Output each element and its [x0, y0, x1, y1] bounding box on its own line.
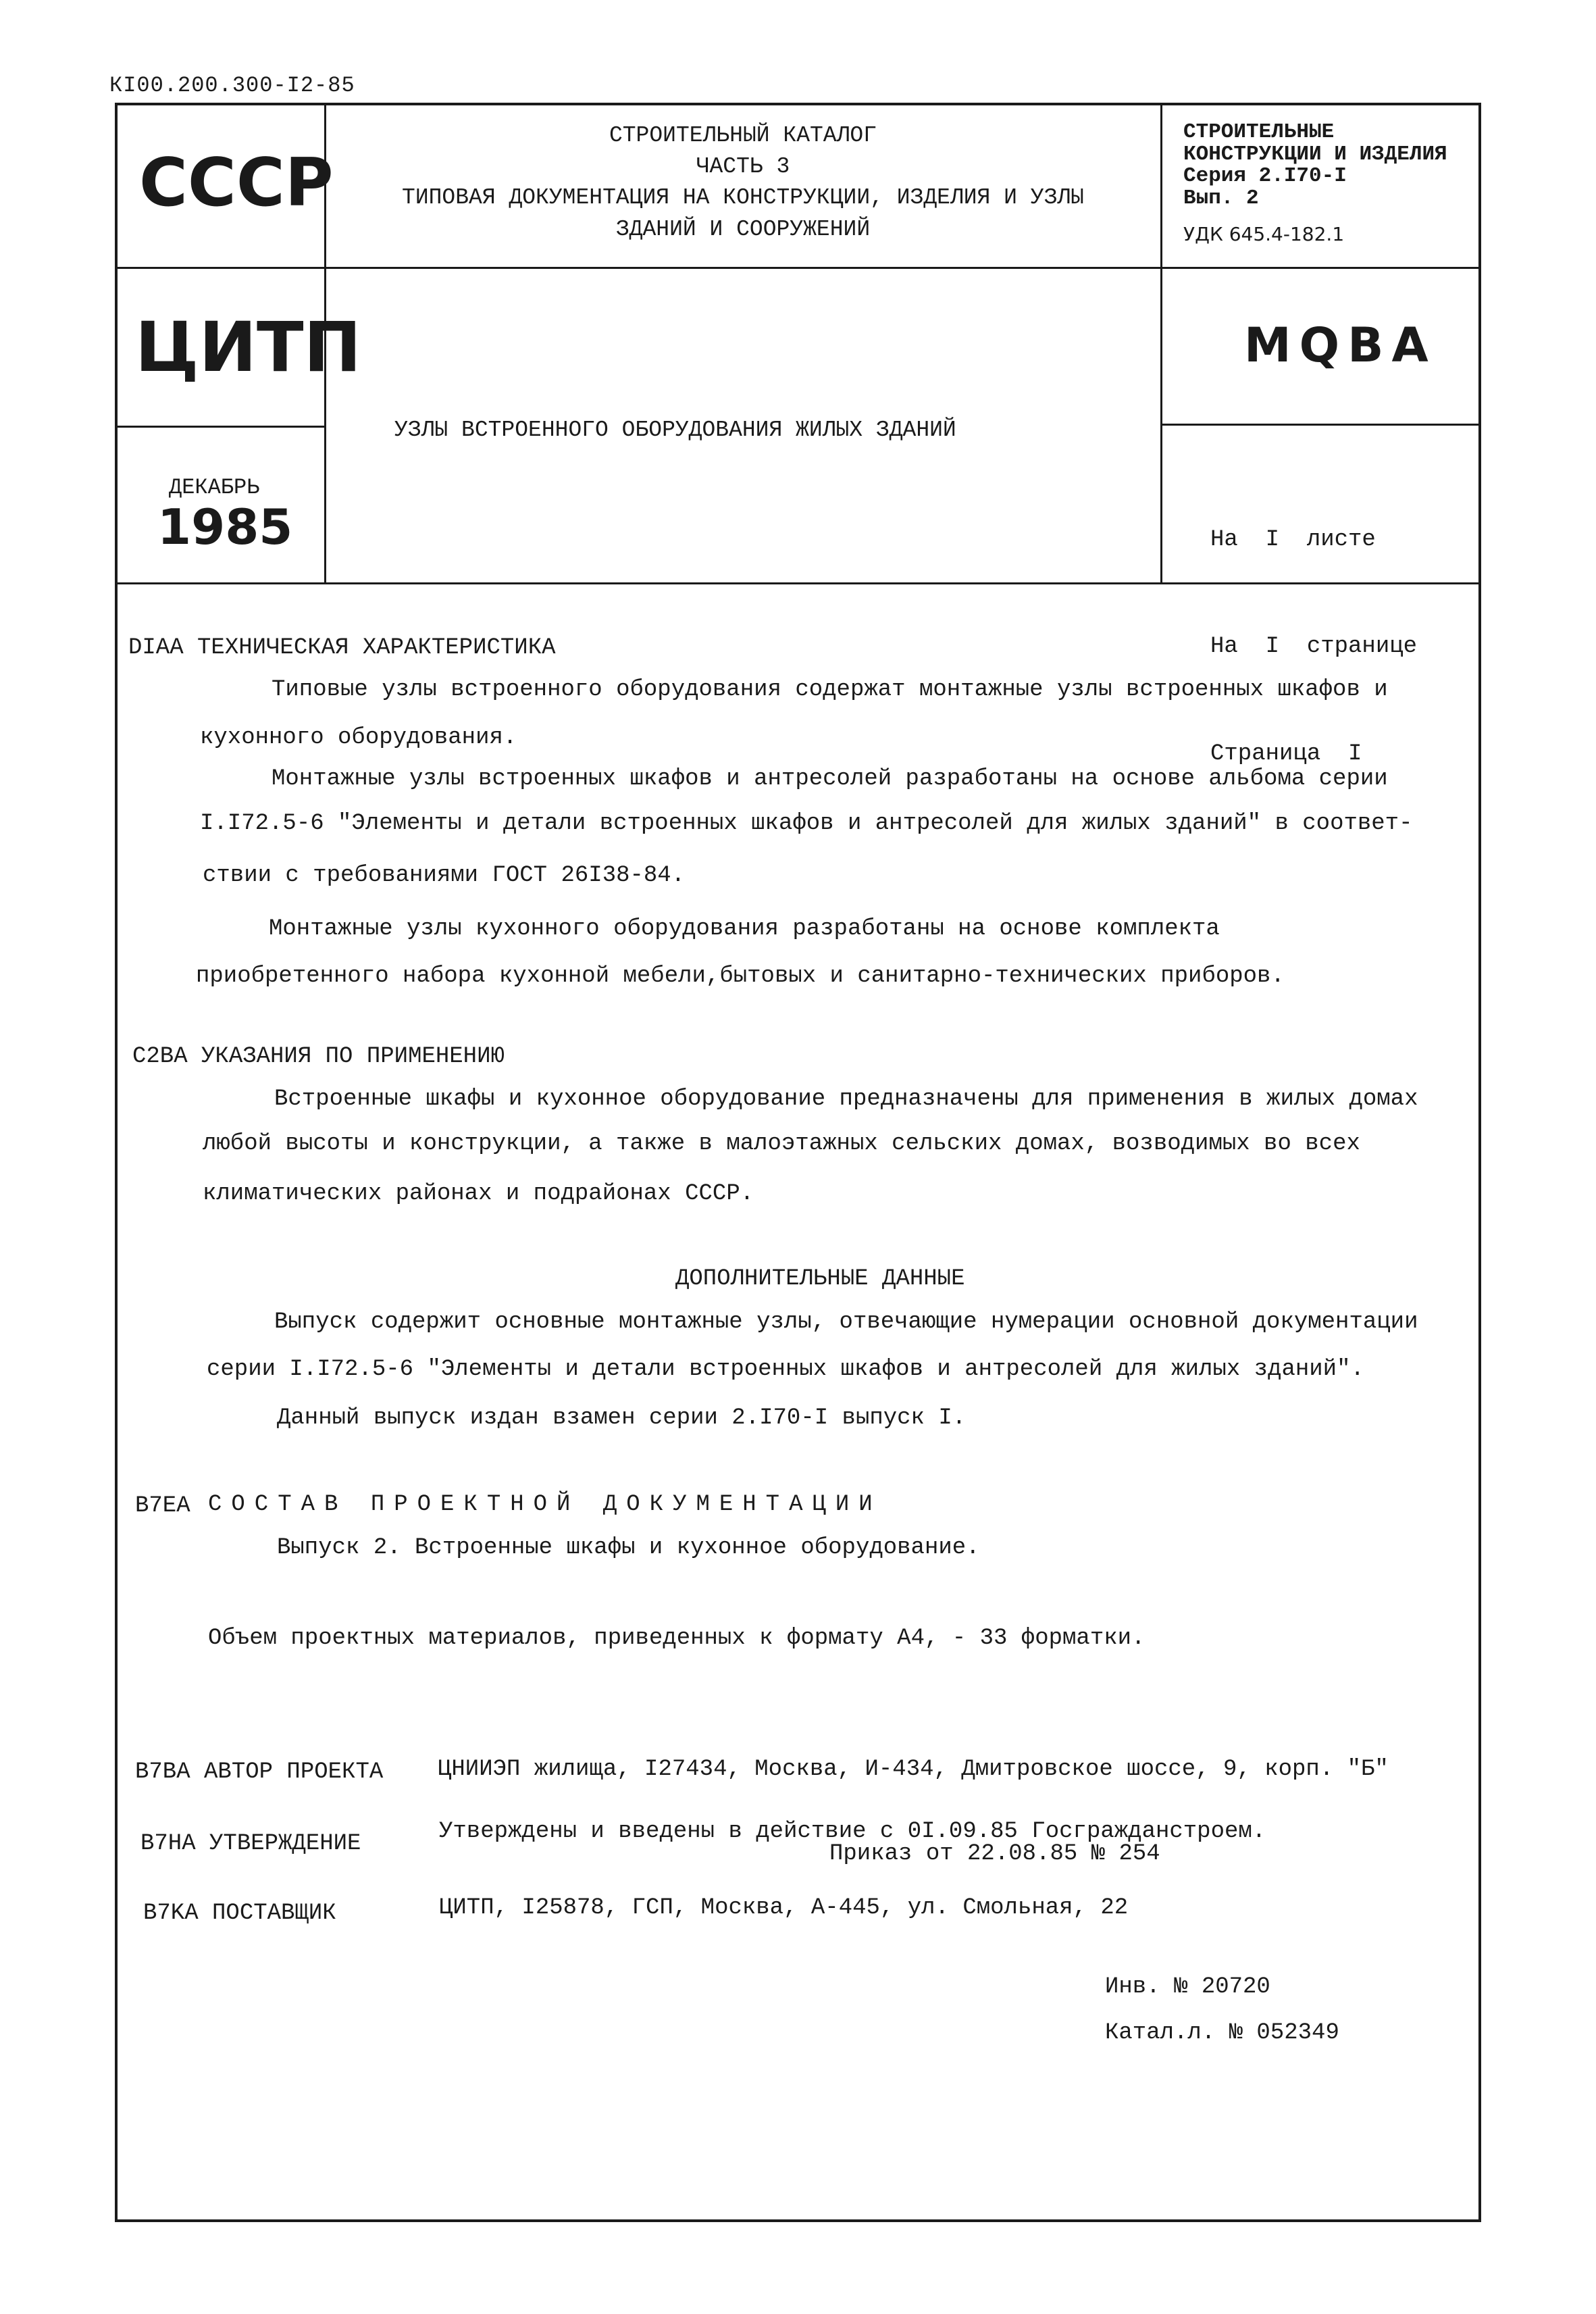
series-line: КОНСТРУКЦИИ И ИЗДЕЛИЯ	[1183, 142, 1447, 166]
usage-heading: C2BA УКАЗАНИЯ ПО ПРИМЕНЕНИЮ	[132, 1044, 505, 1070]
inventory-number: Инв. № 20720	[1105, 1974, 1270, 2000]
sheet-line: На I листе	[1210, 527, 1376, 553]
tech-line: приобретенного набора кухонной мебели,бытовых и санитарно-технических приборов.	[196, 963, 1285, 989]
supplier-value: ЦИТП, I25878, ГСП, Москва, А-445, ул. Смольная, 22	[439, 1895, 1129, 1921]
composition-heading: СОСТАВ ПРОЕКТНОЙ ДОКУМЕНТАЦИИ	[208, 1492, 882, 1517]
tech-line: I.I72.5-6 "Элементы и детали встроенных шкафов и антресолей для жилых зданий" в соответ-	[200, 811, 1413, 836]
tech-line: кухонного оборудования.	[200, 725, 517, 751]
volume-line: Объем проектных материалов, приведенных к формату А4, - 33 форматки.	[208, 1626, 1145, 1651]
supplier-label: B7KA ПОСТАВЩИК	[143, 1901, 336, 1926]
catalog-code: MQBA	[1244, 318, 1437, 373]
approval-order: Приказ от 22.08.85 № 254	[829, 1841, 1160, 1867]
extra-line: Данный выпуск издан взамен серии 2.I70-I выпуск I.	[277, 1405, 967, 1431]
left-cell-divider	[115, 426, 324, 428]
sheet-line: На I странице	[1210, 634, 1418, 660]
catalog-header	[326, 120, 1160, 245]
country-label: СССР	[139, 145, 334, 222]
series-line: СТРОИТЕЛЬНЫЕ	[1183, 120, 1335, 144]
org-label: ЦИТП	[135, 307, 361, 388]
author-label: B7BA АВТОР ПРОЕКТА	[135, 1759, 384, 1785]
extra-heading: ДОПОЛНИТЕЛЬНЫЕ ДАННЫЕ	[675, 1266, 965, 1292]
series-line: Серия 2.I70-I	[1183, 164, 1347, 188]
catalog-line: ТИПОВАЯ ДОКУМЕНТАЦИЯ НА КОНСТРУКЦИИ, ИЗДЕЛИЯ И УЗЛЫ	[402, 185, 1084, 211]
catalog-line: ЗДАНИЙ И СООРУЖЕНИЙ	[615, 216, 871, 242]
usage-line: любой высоты и конструкции, а также в малоэтажных сельских домах, возводимых во всех	[203, 1131, 1360, 1157]
usage-line: климатических районах и подрайонах СССР.	[203, 1181, 754, 1207]
tech-line: Монтажные узлы кухонного оборудования разработаны на основе комплекта	[269, 916, 1220, 942]
extra-line: Выпуск содержит основные монтажные узлы, отвечающие нумерации основной документации	[274, 1309, 1418, 1335]
catalog-line: СТРОИТЕЛЬНЫЙ КАТАЛОГ	[609, 123, 877, 148]
approval-label: B7HA УТВЕРЖДЕНИЕ	[140, 1831, 361, 1857]
author-value: ЦНИИЭП жилища, I27434, Москва, И-434, Дмитровское шоссе, 9, корп. "Б"	[438, 1757, 1389, 1782]
document-title: УЗЛЫ ВСТРОЕННОГО ОБОРУДОВАНИЯ ЖИЛЫХ ЗДАНИЙ	[394, 418, 956, 443]
right-cell-divider	[1160, 424, 1481, 426]
catalog-sheet-number: Катал.л. № 052349	[1105, 2020, 1339, 2046]
catalog-line: ЧАСТЬ 3	[696, 154, 790, 180]
tech-line: ствии с требованиями ГОСТ 26I38-84.	[203, 863, 686, 888]
composition-line: Выпуск 2. Встроенные шкафы и кухонное оборудование.	[277, 1535, 980, 1561]
header-col-divider-2	[1160, 103, 1162, 584]
sheet-info	[1210, 451, 1417, 807]
month-label: ДЕКАБРЬ	[169, 475, 260, 500]
header-line-1	[115, 267, 1481, 269]
approval-value: Утверждены и введены в действие с 0I.09.85 Госгражданстроем.	[439, 1819, 1266, 1844]
document-code: КI00.200.300-I2-85	[109, 73, 355, 98]
tech-heading: DIAA ТЕХНИЧЕСКАЯ ХАРАКТЕРИСТИКА	[128, 635, 556, 661]
series-line: Вып. 2	[1183, 186, 1259, 210]
usage-line: Встроенные шкафы и кухонное оборудование предназначены для применения в жилых домах	[274, 1086, 1418, 1112]
composition-code: B7EA	[135, 1493, 190, 1519]
sheet-line: Страница I	[1210, 740, 1362, 767]
udk-label: УДК 645.4-182.1	[1183, 223, 1345, 245]
year-label: 1985	[157, 499, 293, 555]
series-block	[1183, 122, 1447, 209]
tech-line: Монтажные узлы встроенных шкафов и антресолей разработаны на основе альбома серии	[272, 766, 1388, 792]
tech-line: Типовые узлы встроенного оборудования содержат монтажные узлы встроенных шкафов и	[272, 677, 1388, 703]
extra-line: серии I.I72.5-6 "Элементы и детали встроенных шкафов и антресолей для жилых зданий".	[207, 1357, 1364, 1382]
